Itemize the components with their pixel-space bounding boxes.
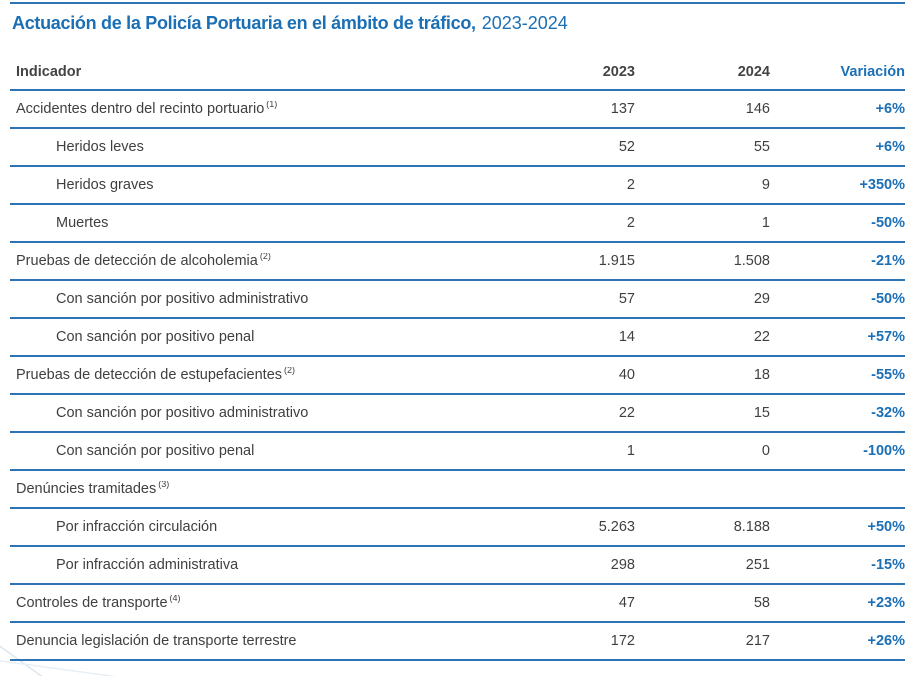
indicator-label xyxy=(10,291,525,307)
table-row xyxy=(10,471,905,509)
value-2024: 217 xyxy=(745,632,770,649)
value-2024: 1 xyxy=(761,214,770,231)
value-2023: 22 xyxy=(618,404,635,421)
table-row xyxy=(10,395,905,433)
indicator-label xyxy=(10,405,525,421)
page-title xyxy=(12,12,905,35)
variation-value: -50% xyxy=(871,290,905,307)
header-indicator: Indicador xyxy=(16,63,82,80)
indicator-label xyxy=(10,557,525,573)
variation-value: -55% xyxy=(871,366,905,383)
variation-value: +23% xyxy=(867,594,905,611)
statistics-table xyxy=(10,35,905,661)
variation-value: -100% xyxy=(863,442,905,459)
value-2024: 1.508 xyxy=(733,252,770,269)
variation-value: +57% xyxy=(867,328,905,345)
indicator-text: Controles de transporte xyxy=(16,594,168,611)
indicator-label xyxy=(10,595,525,611)
indicator-text: Con sanción por positivo penal xyxy=(56,328,255,345)
indicator-label xyxy=(10,215,525,231)
indicator-text: Con sanción por positivo penal xyxy=(56,442,255,459)
indicator-text: Heridos graves xyxy=(56,176,154,193)
value-2023: 14 xyxy=(618,328,635,345)
header-variation: Variación xyxy=(840,63,905,80)
table-row xyxy=(10,91,905,129)
indicator-text: Muertes xyxy=(56,214,109,231)
variation-value: -50% xyxy=(871,214,905,231)
variation-value: -21% xyxy=(871,252,905,269)
value-2023: 47 xyxy=(618,594,635,611)
value-2023: 172 xyxy=(610,632,635,649)
value-2023: 2 xyxy=(626,214,635,231)
value-2024: 9 xyxy=(761,176,770,193)
indicator-label xyxy=(10,481,525,497)
indicator-text: Pruebas de detección de alcoholemia xyxy=(16,252,258,269)
indicator-text: Heridos leves xyxy=(56,138,144,155)
value-2024: 18 xyxy=(753,366,770,383)
table-row xyxy=(10,623,905,661)
variation-value: -32% xyxy=(871,404,905,421)
indicator-label xyxy=(10,139,525,155)
indicator-text: Denuncia legislación de transporte terrestre xyxy=(16,632,297,649)
value-2023: 40 xyxy=(618,366,635,383)
value-2023: 137 xyxy=(610,100,635,117)
page-title-main: Actuación de la Policía Portuaria en el ámbito de tráfico, xyxy=(12,13,476,33)
indicator-text: Por infracción circulación xyxy=(56,518,218,535)
indicator-label xyxy=(10,101,525,117)
report-page xyxy=(0,2,922,661)
value-2024: 146 xyxy=(745,100,770,117)
indicator-text: Con sanción por positivo administrativo xyxy=(56,290,309,307)
value-2024: 55 xyxy=(753,138,770,155)
value-2023: 298 xyxy=(610,556,635,573)
footnote-marker: (4) xyxy=(169,594,181,603)
footnote-marker: (3) xyxy=(158,480,170,489)
value-2023: 1 xyxy=(626,442,635,459)
variation-value: +6% xyxy=(875,100,905,117)
value-2023: 5.263 xyxy=(598,518,635,535)
table-row xyxy=(10,281,905,319)
table-row xyxy=(10,167,905,205)
value-2024: 22 xyxy=(753,328,770,345)
variation-value: -15% xyxy=(871,556,905,573)
header-2023: 2023 xyxy=(602,63,635,80)
page-title-period: 2023-2024 xyxy=(481,13,568,33)
top-rule xyxy=(10,2,905,4)
table-body xyxy=(10,91,905,661)
variation-value: +350% xyxy=(859,176,905,193)
indicator-label xyxy=(10,253,525,269)
table-row xyxy=(10,357,905,395)
variation-value: +50% xyxy=(867,518,905,535)
variation-value: +6% xyxy=(875,138,905,155)
table-row xyxy=(10,129,905,167)
footnote-marker: (1) xyxy=(266,100,278,109)
indicator-text: Accidentes dentro del recinto portuario xyxy=(16,100,265,117)
indicator-text: Pruebas de detección de estupefacientes xyxy=(16,366,283,383)
indicator-label xyxy=(10,367,525,383)
indicator-label xyxy=(10,519,525,535)
indicator-label xyxy=(10,329,525,345)
value-2024: 15 xyxy=(753,404,770,421)
value-2023: 1.915 xyxy=(598,252,635,269)
table-row xyxy=(10,319,905,357)
header-2024: 2024 xyxy=(737,63,770,80)
value-2023: 2 xyxy=(626,176,635,193)
value-2023: 52 xyxy=(618,138,635,155)
value-2024: 251 xyxy=(745,556,770,573)
table-row xyxy=(10,547,905,585)
table-row xyxy=(10,585,905,623)
indicator-text: Por infracción administrativa xyxy=(56,556,239,573)
footnote-marker: (2) xyxy=(259,252,271,261)
value-2024: 29 xyxy=(753,290,770,307)
table-row xyxy=(10,205,905,243)
indicator-text: Denúncies tramitades xyxy=(16,480,157,497)
indicator-label xyxy=(10,177,525,193)
indicator-label xyxy=(10,443,525,459)
value-2023: 57 xyxy=(618,290,635,307)
value-2024: 8.188 xyxy=(733,518,770,535)
table-row xyxy=(10,243,905,281)
value-2024: 0 xyxy=(761,442,770,459)
indicator-text: Con sanción por positivo administrativo xyxy=(56,404,309,421)
footnote-marker: (2) xyxy=(284,366,296,375)
table-header-row xyxy=(10,35,905,91)
indicator-label xyxy=(10,633,525,649)
table-row xyxy=(10,433,905,471)
value-2024: 58 xyxy=(753,594,770,611)
table-row xyxy=(10,509,905,547)
variation-value: +26% xyxy=(867,632,905,649)
